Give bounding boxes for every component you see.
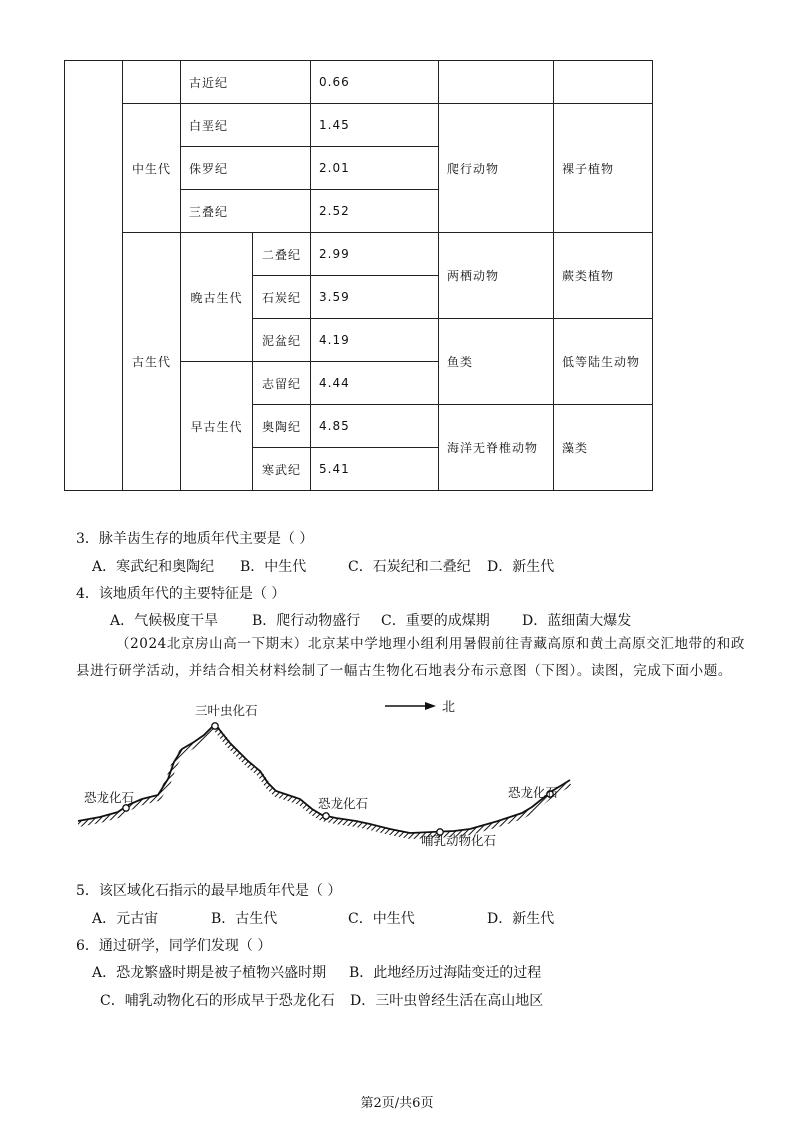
period-cell: 古近纪 (181, 61, 311, 104)
era-cell-blank (123, 61, 181, 104)
animal-cell: 两栖动物 (439, 233, 554, 319)
age-cell: 5.41 (311, 448, 439, 491)
geologic-time-table (64, 60, 653, 491)
sub-era-cell: 晚古生代 (181, 233, 253, 362)
question-6-option-b: B．此地经历过海陆变迁的过程 (349, 965, 542, 981)
plant-cell: 低等陆生动物 (554, 319, 653, 405)
plant-cell (554, 61, 653, 104)
age-cell: 4.85 (311, 405, 439, 448)
dinosaur-fossil-label: 恐龙化石 (84, 790, 135, 805)
period-cell: 志留纪 (253, 362, 311, 405)
period-cell: 白垩纪 (181, 104, 311, 147)
question-4-option-d: D．蓝细菌大爆发 (522, 613, 632, 629)
period-cell: 奥陶纪 (253, 405, 311, 448)
dinosaur-fossil-marker (323, 813, 329, 819)
question-4-stem: 4．该地质年代的主要特征是（ ） (76, 586, 286, 602)
age-cell: 1.45 (311, 104, 439, 147)
page-number-footer: 第2页/共6页 (360, 1096, 434, 1111)
period-cell: 侏罗纪 (181, 147, 311, 190)
question-4-option-a: A．气候极度干旱 (110, 613, 219, 629)
animal-cell: 鱼类 (439, 319, 554, 405)
question-6-option-a: A．恐龙繁盛时期是被子植物兴盛时期 (92, 965, 327, 981)
period-cell: 泥盆纪 (253, 319, 311, 362)
question-5-option-d: D．新生代 (487, 911, 555, 927)
question-4-option-b: B．爬行动物盛行 (252, 613, 361, 629)
dinosaur-fossil-label: 恐龙化石 (508, 785, 559, 800)
question-3-option-b: B．中生代 (240, 559, 307, 575)
trilobite-fossil-marker (212, 723, 218, 729)
plant-cell: 蕨类植物 (554, 233, 653, 319)
era-cell-empty (65, 61, 123, 491)
sub-era-cell: 早古生代 (181, 362, 253, 491)
question-5-option-b: B．古生代 (211, 911, 278, 927)
question-3-option-d: D．新生代 (487, 559, 555, 575)
question-5-option-a: A．元古宙 (92, 911, 159, 927)
question-3-option-a: A．寒武纪和奥陶纪 (92, 559, 215, 575)
age-cell: 0.66 (311, 61, 439, 104)
era-cell: 古生代 (123, 233, 181, 491)
animal-cell: 海洋无脊椎动物 (439, 405, 554, 491)
dinosaur-fossil-label: 恐龙化石 (318, 796, 369, 811)
reading-intro-paragraph: （2024北京房山高一下期末）北京某中学地理小组利用暑假前往青藏高原和黄土高原交汇地带的和政县进行研学活动，并结合相关材料绘制了一幅古生物化石地表分布示意图（下图）。读图，完成下面小题。 (76, 636, 745, 679)
question-6-option-c: C．哺乳动物化石的形成早于恐龙化石 (100, 993, 335, 1009)
question-5-option-c: C．中生代 (348, 911, 415, 927)
question-5-stem: 5．该区域化石指示的最早地质年代是（ ） (76, 883, 342, 899)
fossil-distribution-diagram (70, 690, 590, 848)
period-cell: 寒武纪 (253, 448, 311, 491)
question-6-option-d: D．三叶虫曾经生活在高山地区 (350, 993, 544, 1009)
era-cell: 中生代 (123, 104, 181, 233)
question-3-stem: 3．脉羊齿生存的地质年代主要是（ ） (76, 531, 314, 547)
dinosaur-fossil-marker (123, 805, 129, 811)
plant-cell: 裸子植物 (554, 104, 653, 233)
animal-cell: 爬行动物 (439, 104, 554, 233)
age-cell: 2.99 (311, 233, 439, 276)
period-cell: 二叠纪 (253, 233, 311, 276)
age-cell: 4.19 (311, 319, 439, 362)
question-4-option-c: C．重要的成煤期 (381, 613, 490, 629)
age-cell: 3.59 (311, 276, 439, 319)
age-cell: 2.52 (311, 190, 439, 233)
age-cell: 2.01 (311, 147, 439, 190)
plant-cell: 藻类 (554, 405, 653, 491)
period-cell: 三叠纪 (181, 190, 311, 233)
question-6-stem: 6．通过研学，同学们发现（ ） (76, 938, 272, 954)
animal-cell (439, 61, 554, 104)
terrain-profile-hatch (78, 727, 570, 836)
question-3-option-c: C．石炭纪和二叠纪 (348, 559, 471, 575)
age-cell: 4.44 (311, 362, 439, 405)
mammal-fossil-label: 哺乳动物化石 (421, 833, 497, 848)
trilobite-fossil-label: 三叶虫化石 (195, 703, 258, 718)
north-arrow (385, 702, 436, 710)
period-cell: 石炭纪 (253, 276, 311, 319)
north-label: 北 (442, 700, 456, 715)
